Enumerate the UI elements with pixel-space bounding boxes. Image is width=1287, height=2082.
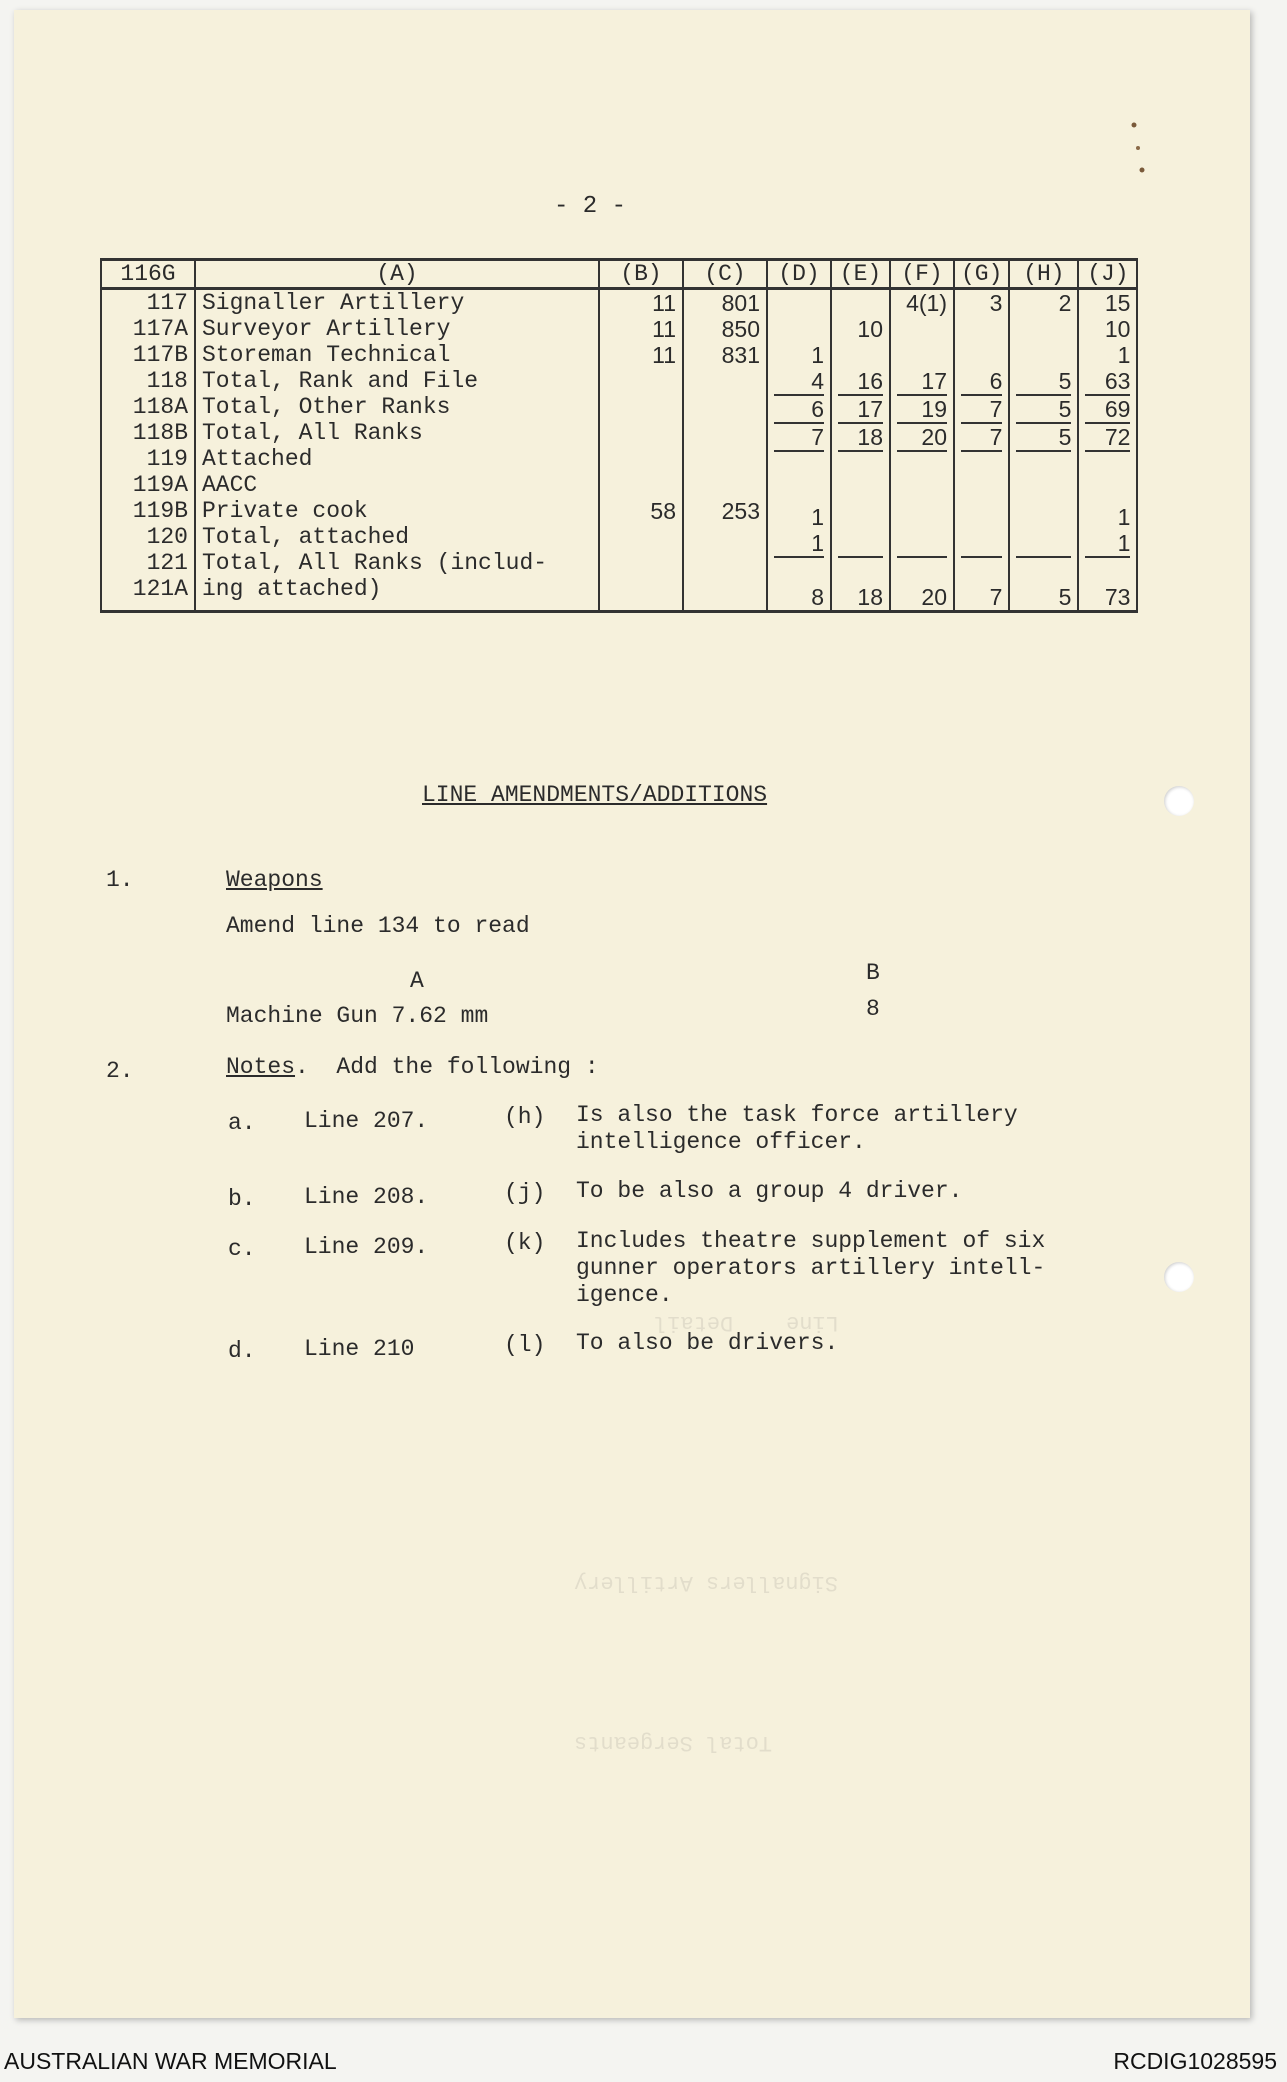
table-cell: 18 — [857, 584, 883, 610]
table-cell — [961, 504, 1002, 530]
table-cell: 7 — [961, 396, 1002, 424]
column-f — [890, 289, 954, 612]
item-2-number: 2. — [106, 1058, 134, 1084]
note-text: gunner operators artillery intell- — [576, 1255, 1046, 1281]
table-cell: 118B — [132, 420, 188, 446]
table-cell: 2 — [1058, 290, 1072, 316]
page-number: - 2 - — [554, 193, 627, 220]
table-cell: 118A — [132, 394, 188, 420]
header-j: (J) — [1078, 260, 1137, 289]
table-cell — [774, 478, 824, 504]
punch-hole — [1164, 1262, 1194, 1292]
header-g: (G) — [954, 260, 1009, 289]
note-line: Line 209. — [304, 1234, 429, 1260]
line-numbers — [101, 289, 195, 612]
table-cell: 117 — [146, 290, 188, 316]
table-cell: 18 — [838, 424, 883, 452]
table-cell: 1 — [1085, 530, 1130, 558]
table-cell — [606, 550, 676, 576]
column-d — [767, 289, 831, 612]
header-e: (E) — [831, 260, 890, 289]
note-ref: (k) — [504, 1230, 546, 1256]
table-cell: 119B — [132, 498, 188, 524]
note-ref: (h) — [504, 1104, 546, 1130]
table-cell — [897, 558, 947, 584]
header-line: 116G — [101, 260, 195, 289]
table-cell — [1016, 504, 1071, 530]
punch-hole — [1164, 786, 1194, 816]
note-ref: (j) — [504, 1180, 546, 1206]
column-e — [831, 289, 890, 612]
table-cell — [1085, 478, 1130, 504]
table-cell — [961, 452, 1002, 478]
table-cell: 119 — [146, 446, 188, 472]
table-cell: 20 — [921, 584, 947, 610]
header-h: (H) — [1009, 260, 1078, 289]
table-cell — [690, 472, 760, 498]
table-cell — [690, 394, 760, 420]
table-cell: 3 — [989, 290, 1003, 316]
item-1-col-a-label: A — [410, 968, 424, 994]
table-cell: 7 — [961, 424, 1002, 452]
table-cell — [961, 342, 1002, 368]
note-letter: b. — [228, 1186, 256, 1212]
table-cell — [897, 478, 947, 504]
table-cell — [1085, 558, 1130, 584]
table-cell: Attached — [202, 446, 313, 472]
table-cell: 5 — [1058, 584, 1072, 610]
table-cell: 10 — [857, 316, 883, 342]
page-speck — [1112, 110, 1152, 200]
table-cell — [838, 558, 883, 584]
table-cell — [1016, 452, 1071, 478]
table-cell — [774, 290, 824, 316]
column-c — [683, 289, 767, 612]
item-2-title-suffix: . Add the following : — [295, 1054, 599, 1080]
table-cell — [690, 576, 760, 602]
table-cell — [1085, 452, 1130, 478]
table-cell: 16 — [838, 368, 883, 396]
table-cell — [690, 420, 760, 446]
table-cell: Total, All Ranks — [202, 420, 423, 446]
table-cell: 253 — [721, 498, 760, 524]
header-c: (C) — [683, 260, 767, 289]
bleed-through-text: Signallers Artillery — [574, 1570, 839, 1595]
note-text: To be also a group 4 driver. — [576, 1178, 963, 1204]
note-text: intelligence officer. — [576, 1129, 866, 1155]
table-cell: 69 — [1085, 396, 1130, 424]
table-cell: 118 — [146, 368, 188, 394]
note-ref: (l) — [504, 1332, 546, 1358]
table-cell: AACC — [202, 472, 258, 498]
table-cell: 117A — [132, 316, 188, 342]
table-cell: 11 — [652, 290, 676, 316]
column-b — [599, 289, 683, 612]
establishment-table — [100, 258, 1138, 613]
table-cell: 119A — [132, 472, 188, 498]
table-cell: 120 — [146, 524, 188, 550]
table-cell: 17 — [838, 396, 883, 424]
table-cell — [1016, 558, 1071, 584]
table-cell: 17 — [897, 368, 947, 396]
table-cell: 831 — [721, 342, 760, 368]
header-b: (B) — [599, 260, 683, 289]
table-cell — [606, 576, 676, 602]
bleed-through-text: Total Sergeants — [574, 1730, 773, 1755]
table-cell — [961, 316, 1002, 342]
table-cell — [1016, 342, 1071, 368]
note-letter: a. — [228, 1110, 256, 1136]
note-text: To also be drivers. — [576, 1330, 839, 1356]
table-cell: 6 — [774, 396, 824, 424]
table-cell: 72 — [1085, 424, 1130, 452]
column-j — [1078, 289, 1137, 612]
table-cell: Signaller Artillery — [202, 290, 465, 316]
item-1-instruction: Amend line 134 to read — [226, 913, 530, 939]
bleed-through-text: Line Detail — [654, 1310, 839, 1335]
note-text: igence. — [576, 1282, 673, 1308]
table-cell — [606, 368, 676, 394]
table-cell: Total, attached — [202, 524, 410, 550]
table-cell: 5 — [1016, 424, 1071, 452]
header-a: (A) — [195, 260, 599, 289]
note-line: Line 208. — [304, 1184, 429, 1210]
table-cell — [774, 452, 824, 478]
table-cell — [897, 342, 947, 368]
table-cell: 801 — [721, 290, 760, 316]
header-d: (D) — [767, 260, 831, 289]
header-f: (F) — [890, 260, 954, 289]
note-text: Includes theatre supplement of six — [576, 1228, 1046, 1254]
table-cell — [838, 342, 883, 368]
footer-institution: AUSTRALIAN WAR MEMORIAL — [4, 2048, 337, 2074]
table-cell — [897, 452, 947, 478]
table-cell — [838, 290, 883, 316]
item-1-number: 1. — [106, 867, 134, 893]
table-cell: 117B — [132, 342, 188, 368]
table-cell: 8 — [811, 584, 824, 610]
table-cell: 5 — [1016, 396, 1071, 424]
table-cell — [606, 472, 676, 498]
table-cell: 7 — [774, 424, 824, 452]
table-cell: 15 — [1104, 290, 1131, 316]
table-cell: 58 — [650, 498, 676, 524]
table-cell: Total, Other Ranks — [202, 394, 451, 420]
table-cell: 6 — [961, 368, 1002, 396]
table-cell — [1016, 530, 1071, 558]
table-cell — [838, 530, 883, 558]
table-cell: 850 — [721, 316, 760, 342]
table-cell: 11 — [652, 316, 676, 342]
table-cell: ing attached) — [202, 576, 382, 602]
table-cell — [838, 478, 883, 504]
note-text: Is also the task force artillery — [576, 1102, 1018, 1128]
table-cell: 11 — [652, 342, 676, 368]
note-line: Line 210 — [304, 1336, 415, 1362]
table-cell: Total, All Ranks (includ- — [202, 550, 548, 576]
item-2-heading — [226, 1054, 599, 1080]
table-cell — [1016, 478, 1071, 504]
note-letter: d. — [228, 1338, 256, 1364]
item-2-title: Notes — [226, 1054, 296, 1080]
item-1-weapon: Machine Gun 7.62 mm — [226, 1003, 489, 1029]
table-cell — [961, 478, 1002, 504]
table-cell: 121A — [132, 576, 188, 602]
table-cell — [897, 504, 947, 530]
table-cell: Total, Rank and File — [202, 368, 479, 394]
table-cell: 63 — [1085, 368, 1130, 396]
table-cell — [606, 524, 676, 550]
table-cell — [838, 504, 883, 530]
table-cell: 1 — [1117, 342, 1131, 368]
table-cell: 5 — [1016, 368, 1071, 396]
table-cell: 1 — [811, 342, 824, 368]
table-cell — [774, 316, 824, 342]
item-1-col-b-label: B — [866, 960, 880, 986]
note-letter: c. — [228, 1236, 256, 1262]
table-cell: 1 — [774, 530, 824, 558]
table-cell — [961, 558, 1002, 584]
footer-identifier: RCDIG1028595 — [1113, 2048, 1277, 2074]
table-cell — [838, 452, 883, 478]
table-cell: 4 — [774, 368, 824, 396]
table-cell — [690, 368, 760, 394]
table-cell — [690, 550, 760, 576]
section-heading: LINE AMENDMENTS/ADDITIONS — [422, 782, 768, 808]
table-cell: 20 — [897, 424, 947, 452]
table-cell — [961, 530, 1002, 558]
table-cell: 1 — [811, 504, 824, 530]
table-cell — [606, 420, 676, 446]
table-cell — [606, 394, 676, 420]
table-cell: 4(1) — [906, 290, 947, 316]
table-cell — [897, 316, 947, 342]
table-cell: 1 — [1117, 504, 1131, 530]
table-cell: Storeman Technical — [202, 342, 451, 368]
table-cell — [690, 524, 760, 550]
table-cell — [690, 446, 760, 472]
note-line: Line 207. — [304, 1108, 429, 1134]
table-cell: Surveyor Artillery — [202, 316, 451, 342]
table-cell: 73 — [1104, 584, 1131, 610]
item-1-quantity: 8 — [866, 996, 880, 1022]
table-cell: Private cook — [202, 498, 368, 524]
document-page — [14, 10, 1250, 2018]
table-cell — [1016, 316, 1071, 342]
table-cell — [774, 558, 824, 584]
table-body-row — [101, 289, 1137, 612]
table-cell — [897, 530, 947, 558]
column-g — [954, 289, 1009, 612]
item-1-title: Weapons — [226, 867, 323, 893]
table-cell — [606, 446, 676, 472]
table-cell: 19 — [897, 396, 947, 424]
table-cell: 121 — [146, 550, 188, 576]
column-h — [1009, 289, 1078, 612]
table-cell: 10 — [1104, 316, 1131, 342]
table-header-row — [101, 260, 1137, 289]
detail-column — [195, 289, 599, 612]
table-cell: 7 — [989, 584, 1003, 610]
